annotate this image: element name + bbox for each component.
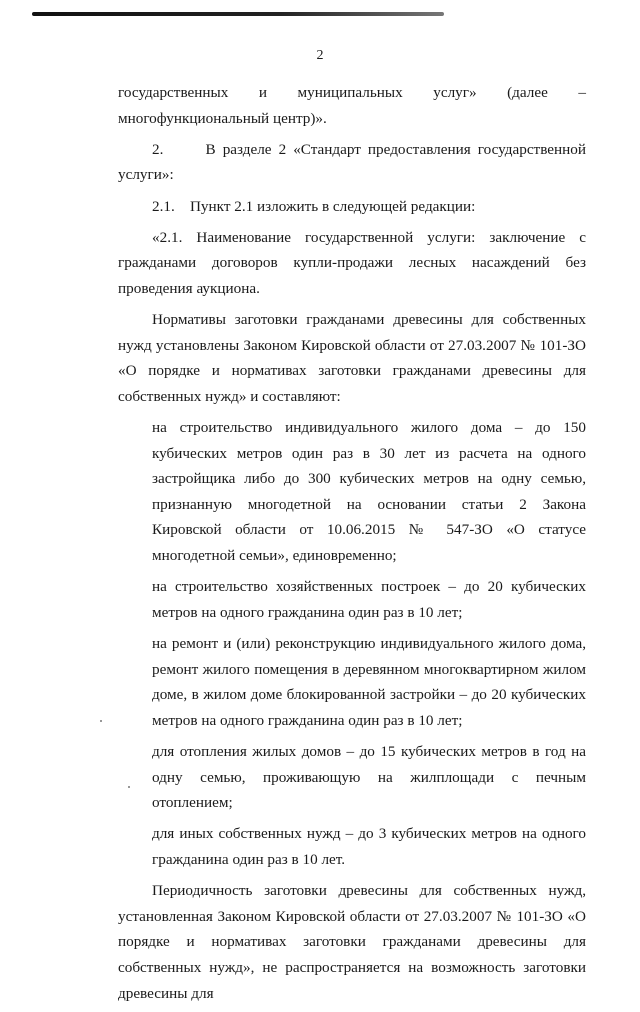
list-item: для иных собственных нужд – до 3 кубических метров на одного гражданина один раз в 10 лет. bbox=[152, 825, 586, 868]
paragraph-section-2: 2. В разделе 2 «Стандарт предоставления государственной услуги»: bbox=[118, 140, 590, 184]
list-item: на строительство индивидуального жилого дома – до 150 кубических метров один раз в 30 лет из расчета на одного застройщика либо до 300 кубических метров на одну семью, признанную многодетной на основании статьи 2 Закона Кировской области от 10.06.2015 № 547-ЗО «О статусе многодетной семьи», единовременно; bbox=[152, 419, 586, 565]
paragraph: Периодичность заготовки древесины для собственных нужд, установленная Законом Кировской области от 27.03.2007 № 101-ЗО «О порядке и нормативах заготовки гражданами древесины для собственных нужд», не распространяется на возможность заготовки древесины для bbox=[118, 882, 586, 1002]
list-item: для отопления жилых домов – до 15 кубических метров в год на одну семью, проживающую на жилплощади с печным отоплением; bbox=[152, 743, 586, 812]
scan-artifact-line bbox=[32, 12, 444, 16]
list-item: на строительство хозяйственных построек – до 20 кубических метров на одного гражданина один раз в 10 лет; bbox=[152, 578, 586, 621]
scan-speck bbox=[100, 720, 102, 722]
paragraph: государственных и муниципальных услуг» (далее – многофункциональный центр)». bbox=[118, 84, 586, 127]
paragraph-item-2-1: 2.1. Пункт 2.1 изложить в следующей редакции: bbox=[152, 197, 476, 215]
paragraph: «2.1. Наименование государственной услуги: заключение с гражданами договоров купли-продажи лесных насаждений без проведения аукциона. bbox=[118, 228, 586, 297]
page-number: 2 bbox=[316, 48, 324, 63]
document-body bbox=[118, 80, 590, 1012]
paragraph: Нормативы заготовки гражданами древесины для собственных нужд установлены Законом Кировской области от 27.03.2007 № 101-ЗО «О порядке и нормативах заготовки гражданами древесины для собственных нужд» и составляют: bbox=[118, 311, 586, 405]
list-item: на ремонт и (или) реконструкцию индивидуального жилого дома, ремонт жилого помещения в деревянном многоквартирном жилом доме, в жилом доме блокированной застройки – до 20 кубических метров на одного гражданина один раз в 10 лет; bbox=[152, 635, 586, 729]
